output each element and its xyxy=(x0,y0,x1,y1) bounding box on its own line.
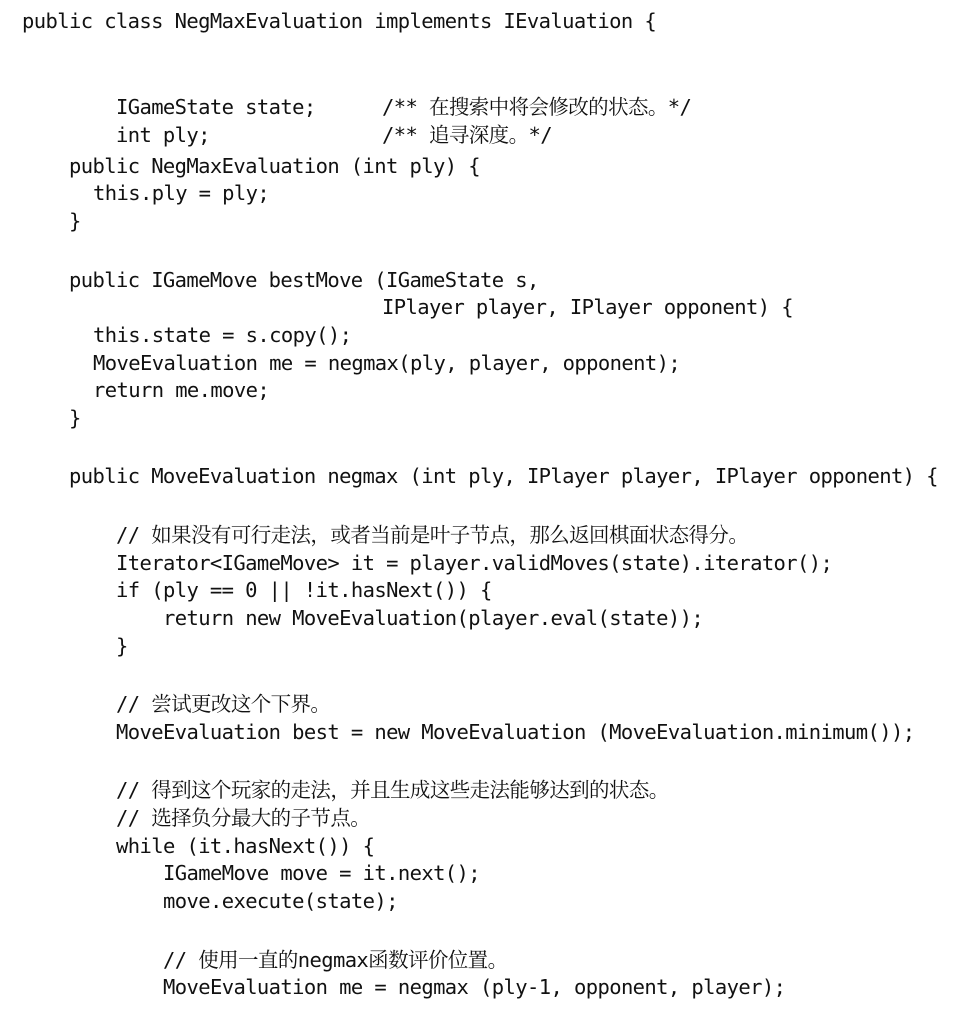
blank-line xyxy=(22,916,977,947)
comment-lower-bound: // 尝试更改这个下界。 xyxy=(116,692,331,717)
iterator-line: Iterator<IGameMove> it = player.validMoves(state).iterator(); xyxy=(116,550,833,575)
constructor-declaration: public NegMaxEvaluation (int ply) { xyxy=(69,153,480,178)
bestmove-return: return me.move; xyxy=(93,378,270,403)
field-state-comment: /** 在搜索中将会修改的状态。*/ xyxy=(382,95,692,120)
bestmove-declaration-continued: IPlayer player, IPlayer opponent) { xyxy=(382,295,793,320)
move-execute-line: move.execute(state); xyxy=(163,889,398,914)
blank-line xyxy=(22,747,977,778)
field-state: IGameState state; xyxy=(115,95,316,120)
comment-evaluate: // 使用一直的negmax函数评价位置。 xyxy=(163,947,508,972)
field-ply: int ply; xyxy=(115,122,210,147)
return-eval-line: return new MoveEvaluation(player.eval(state)); xyxy=(163,605,704,630)
comment-choose: // 选择负分最大的子节点。 xyxy=(116,806,371,831)
comment-moves: // 得到这个玩家的走法，并且生成这些走法能够达到的状态。 xyxy=(116,778,669,803)
negmax-declaration: public MoveEvaluation negmax (int ply, IPlayer player, IPlayer opponent) { xyxy=(69,464,938,489)
if-line: if (ply == 0 || !it.hasNext()) { xyxy=(116,578,492,603)
if-close: } xyxy=(116,633,128,658)
recurse-line: MoveEvaluation me = negmax (ply-1, opponent, player); xyxy=(163,975,786,1000)
constructor-close: } xyxy=(69,209,81,234)
bestmove-close: } xyxy=(69,405,81,430)
while-line: while (it.hasNext()) { xyxy=(116,833,375,858)
class-declaration: public class NegMaxEvaluation implements IEvaluation { xyxy=(22,9,657,33)
field-ply-line xyxy=(22,94,977,147)
blank-line xyxy=(22,433,977,464)
comment-leaf: // 如果没有可行走法，或者当前是叶子节点，那么返回棋面状态得分。 xyxy=(116,522,749,547)
field-state-line xyxy=(22,66,977,120)
bestmove-copy-state: this.state = s.copy(); xyxy=(93,322,352,347)
constructor-body: this.ply = ply; xyxy=(93,181,270,206)
blank-line xyxy=(22,660,977,691)
bestmove-call-negmax: MoveEvaluation me = negmax(ply, player, opponent); xyxy=(93,350,681,375)
blank-line xyxy=(22,236,977,267)
field-ply-comment: /** 追寻深度。*/ xyxy=(382,122,552,147)
best-line: MoveEvaluation best = new MoveEvaluation (MoveEvaluation.minimum()); xyxy=(116,719,915,744)
blank-line xyxy=(22,36,977,67)
bestmove-declaration: public IGameMove bestMove (IGameState s, xyxy=(69,267,539,292)
move-next-line: IGameMove move = it.next(); xyxy=(163,861,481,886)
blank-line xyxy=(22,491,977,522)
